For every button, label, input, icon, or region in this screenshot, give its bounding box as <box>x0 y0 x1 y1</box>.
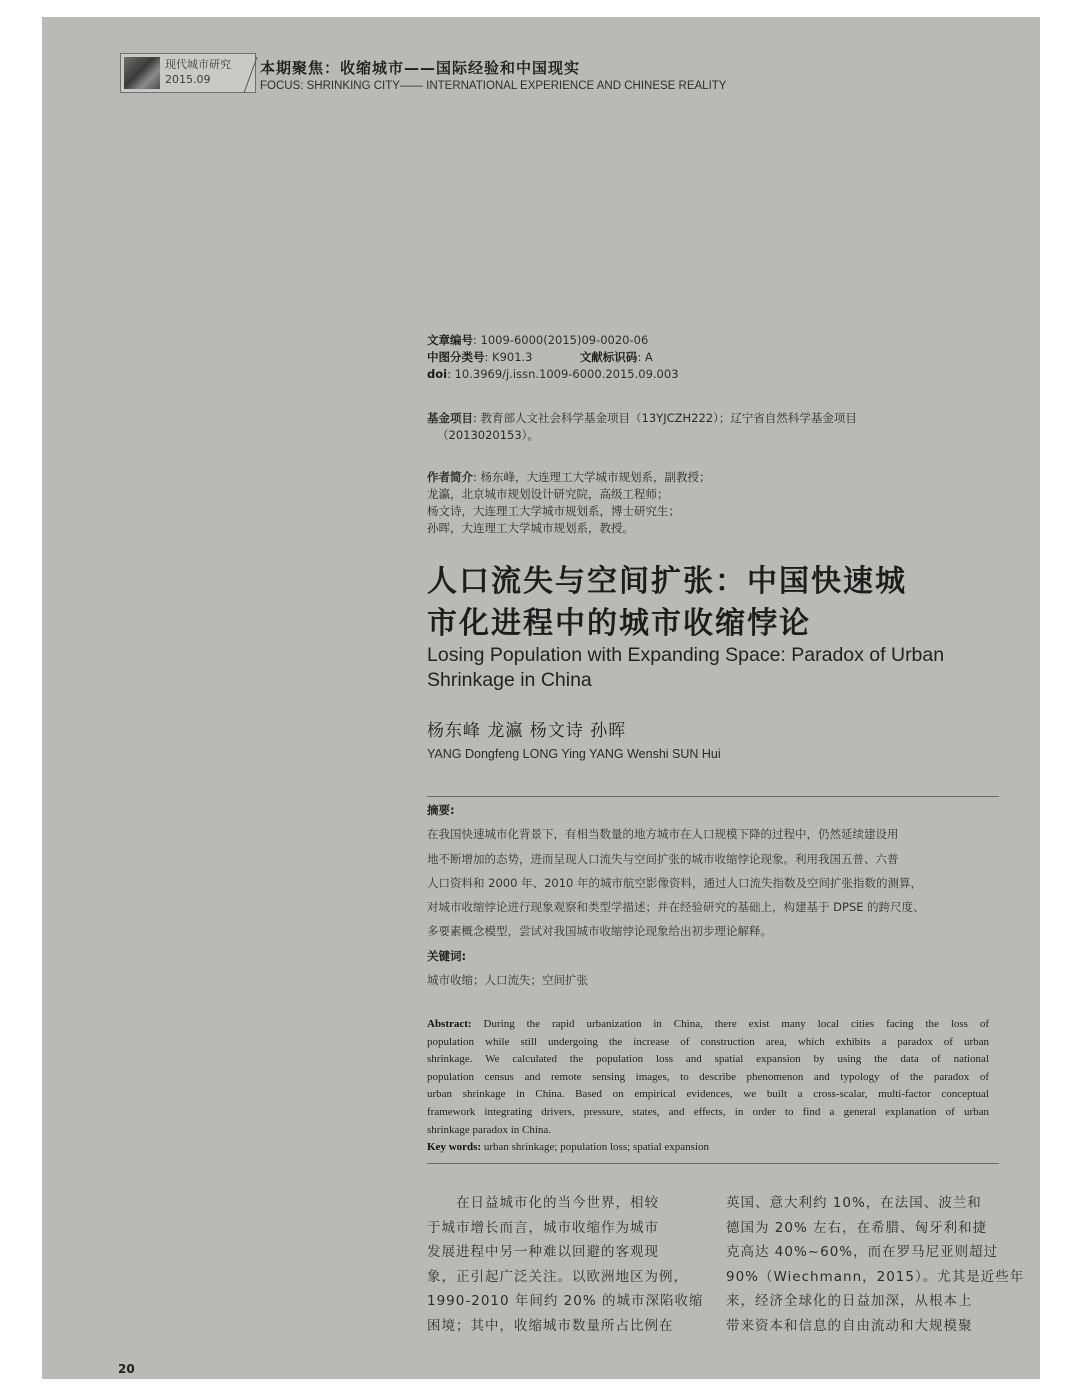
doi-label: doi <box>427 367 448 381</box>
title-en-line-2: Shrinkage in China <box>427 669 592 691</box>
author-bio-line-1: 杨东峰，大连理工大学城市规划系，副教授； <box>480 470 711 484</box>
keywords-cn-label: 关键词: <box>427 948 467 963</box>
abstract-cn <box>427 798 1002 992</box>
abstract-cn-line-4: 对城市收缩悖论进行现象观察和类型学描述；并在经验研究的基础上，构建基于 DPSE 的跨尺度、 <box>427 900 925 915</box>
abstract-en-line-3: shrinkage. We calculated the population loss and spatial expansion by using the data of national <box>427 1053 989 1066</box>
abstract-en-line-5: urban shrinkage in China. Based on empirical evidences, we built a cross-scalar, multi-factor conceptual <box>427 1088 989 1101</box>
authors-en: YANG Dongfeng LONG Ying YANG Wenshi SUN Hui <box>427 747 721 761</box>
body-col1-line-6: 困境；其中，收缩城市数量所占比例在 <box>427 1317 674 1334</box>
doc-code-value: A <box>644 350 653 364</box>
focus-title-en: FOCUS: SHRINKING CITY—— INTERNATIONAL EXPERIENCE AND CHINESE REALITY <box>260 80 727 92</box>
abstract-cn-label: 摘要: <box>427 803 455 817</box>
title-en <box>427 643 1027 693</box>
keywords-en: urban shrinkage; population loss; spatial expansion <box>483 1141 709 1154</box>
doi-row: doi: 10.3969/j.issn.1009-6000.2015.09.003 <box>427 367 679 381</box>
journal-page <box>42 17 1040 1379</box>
body-col2-line-5: 来，经济全球化的日益加深，从根本上 <box>726 1293 973 1309</box>
body-column-1 <box>427 1191 707 1338</box>
authors-cn: 杨东峰 龙瀛 杨文诗 孙晖 <box>427 721 627 741</box>
keywords-en-row <box>427 1139 989 1157</box>
doi-value: 10.3969/j.issn.1009-6000.2015.09.003 <box>454 367 679 381</box>
body-col1-line-3: 发展进程中另一种难以回避的客观现 <box>427 1244 659 1260</box>
body-col1-line-5: 1990-2010 年间约 20% 的城市深陷收缩 <box>427 1293 704 1309</box>
keywords-cn: 城市收缩；人口流失；空间扩张 <box>427 973 588 988</box>
divider-top <box>427 796 999 797</box>
author-bio-line-3: 杨文诗，大连理工大学城市规划系，博士研究生； <box>427 504 680 518</box>
focus-title-cn: 本期聚焦：收缩城市——国际经验和中国现实 <box>260 59 581 77</box>
journal-name: 现代城市研究 <box>165 58 231 71</box>
fund-info: 基金项目: 教育部人文社会科学基金项目（13YJCZH222）；辽宁省自然科学基金项目 （2013020153）。 <box>427 410 987 444</box>
abstract-cn-line-2: 地不断增加的态势，进而呈现人口流失与空间扩张的城市收缩悖论现象。利用我国五普、六普 <box>427 851 899 866</box>
title-cn-line-1: 人口流失与空间扩张：中国快速城 <box>427 564 907 599</box>
body-col1-line-2: 于城市增长而言，城市收缩作为城市 <box>427 1219 659 1236</box>
body-col1-line-4: 象，正引起广泛关注。以欧洲地区为例， <box>427 1268 688 1285</box>
title-cn-line-2: 市化进程中的城市收缩悖论 <box>427 606 811 641</box>
abstract-cn-line-5: 多要素概念模型，尝试对我国城市收缩悖论现象给出初步理论解释。 <box>427 924 772 939</box>
abstract-en-line-1: Abstract: During the rapid urbanization in China, there exist many local cities facing the loss of <box>427 1018 990 1030</box>
body-col2-line-3: 克高达 40%~60%，而在罗马尼亚则超过 <box>726 1244 999 1260</box>
clc-label: 中图分类号 <box>427 350 485 364</box>
journal-logo-image <box>124 57 160 89</box>
article-meta <box>427 332 679 383</box>
page-number: 20 <box>118 1362 135 1376</box>
journal-badge-text <box>165 57 231 87</box>
doc-code-label: 文献标识码 <box>579 350 638 364</box>
title-cn <box>427 561 1027 645</box>
author-bio: 作者简介: 杨东峰，大连理工大学城市规划系，副教授； 龙瀛，北京城市规划设计研究院，高级工程师； 杨文诗，大连理工大学城市规划系，博士研究生； 孙晖，大连理工大学城市规划系，教授。 <box>427 470 711 535</box>
body-col2-line-1: 英国、意大利约 10%，在法国、波兰和 <box>726 1195 982 1211</box>
abstract-cn-line-3: 人口资料和 2000 年、2010 年的城市航空影像资料，通过人口流失指数及空间扩张指数的测算， <box>427 875 922 890</box>
abstract-en-line-4: population census and remote sensing images, to describe phenomenon and typology of the paradox of <box>427 1070 989 1083</box>
title-en-line-1: Losing Population with Expanding Space: Paradox of Urban <box>427 644 945 666</box>
abstract-en-label: Abstract: <box>427 1018 472 1030</box>
fund-line-2: （2013020153）。 <box>437 428 539 442</box>
author-bio-line-4: 孙晖，大连理工大学城市规划系，教授。 <box>427 521 634 535</box>
abstract-en-line-6: framework integrating drivers, pressure, states, and effects, in order to find a general explanation of urban <box>427 1105 989 1118</box>
body-col2-line-6: 带来资本和信息的自由流动和大规模聚 <box>726 1317 973 1334</box>
clc-value: K901.3 <box>492 350 533 364</box>
abstract-en-line-2: population while still undergoing the increase of construction area, which exhibits a paradox of urban <box>427 1035 989 1048</box>
journal-badge <box>120 53 256 93</box>
fund-label: 基金项目 <box>427 411 473 425</box>
divider-bottom <box>427 1163 999 1164</box>
abstract-cn-line-1: 在我国快速城市化背景下，有相当数量的地方城市在人口规模下降的过程中，仍然延续建设用 <box>427 827 899 842</box>
journal-issue: 2015.09 <box>165 73 211 86</box>
author-bio-label: 作者简介 <box>427 470 473 484</box>
author-bio-line-2: 龙瀛，北京城市规划设计研究院，高级工程师； <box>427 487 669 501</box>
fund-line-1: 教育部人文社会科学基金项目（13YJCZH222）；辽宁省自然科学基金项目 <box>480 411 857 425</box>
article-number-row: 文章编号: 1009-6000(2015)09-0020-06 <box>427 333 649 347</box>
body-col2-line-2: 德国为 20% 左右，在希腊、匈牙利和捷 <box>726 1219 988 1236</box>
keywords-en-label: Key words: <box>427 1141 482 1154</box>
abstract-en-line-7: shrinkage paradox in China. <box>427 1123 552 1136</box>
abstract-en <box>427 1016 989 1157</box>
body-col1-line-1: 在日益城市化的当今世界，相较 <box>427 1195 659 1211</box>
body-col2-line-4: 90%（Wiechmann，2015）。尤其是近些年 <box>726 1268 1025 1285</box>
article-number-label: 文章编号 <box>427 333 473 347</box>
body-column-2 <box>726 1191 1025 1338</box>
article-number: 1009-6000(2015)09-0020-06 <box>480 333 649 347</box>
classification-row: 中图分类号: K901.3 文献标识码: A <box>427 350 653 364</box>
